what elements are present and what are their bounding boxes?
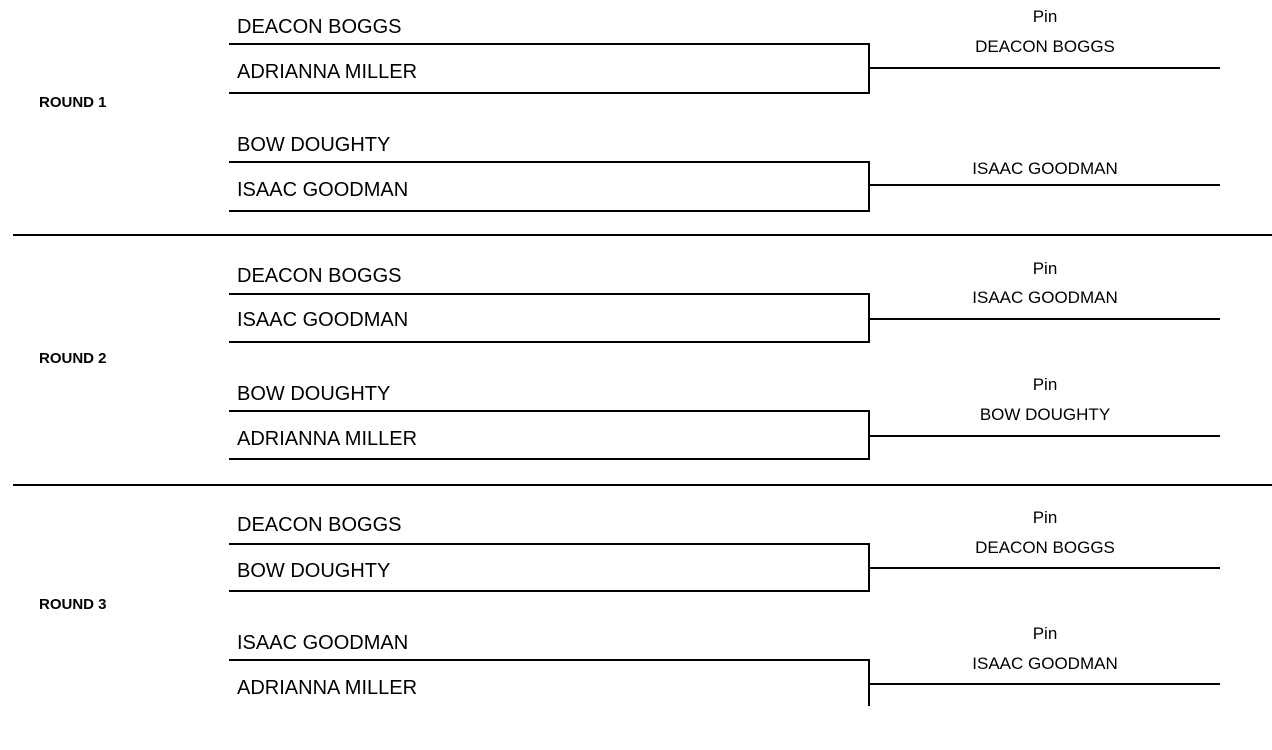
round-1	[0, 0, 1272, 250]
top-wrestler-line	[229, 659, 870, 661]
round-divider	[13, 484, 1272, 486]
win-method: Pin	[1032, 375, 1058, 394]
win-method: Pin	[1032, 508, 1058, 527]
round-2	[0, 250, 1272, 500]
bottom-wrestler-line	[229, 590, 870, 592]
round-3	[0, 500, 1272, 750]
top-wrestler: ISAAC GOODMAN	[237, 632, 409, 654]
bottom-wrestler-line	[229, 458, 870, 460]
winner-line	[868, 184, 1220, 186]
match-winner: ISAAC GOODMAN	[972, 288, 1118, 307]
winner-line	[868, 567, 1220, 569]
match-winner: DEACON BOGGS	[975, 37, 1115, 56]
bottom-wrestler-line	[229, 92, 870, 94]
winner-line	[868, 683, 1220, 685]
bottom-wrestler: ISAAC GOODMAN	[237, 179, 409, 201]
top-wrestler: DEACON BOGGS	[237, 16, 402, 38]
bottom-wrestler: ISAAC GOODMAN	[237, 309, 409, 331]
bottom-wrestler: ADRIANNA MILLER	[237, 428, 418, 450]
winner-line	[868, 435, 1220, 437]
bottom-wrestler: ADRIANNA MILLER	[237, 61, 418, 83]
bottom-wrestler-line	[229, 341, 870, 343]
bottom-wrestler: ADRIANNA MILLER	[237, 677, 418, 699]
bottom-wrestler: BOW DOUGHTY	[237, 560, 391, 582]
win-method: Pin	[1032, 624, 1058, 643]
match-winner: ISAAC GOODMAN	[972, 159, 1118, 178]
round-label: ROUND 2	[39, 350, 107, 367]
top-wrestler-line	[229, 293, 870, 295]
match-winner: BOW DOUGHTY	[979, 405, 1111, 424]
top-wrestler-line	[229, 161, 870, 163]
match-winner: DEACON BOGGS	[975, 538, 1115, 557]
top-wrestler: BOW DOUGHTY	[237, 383, 391, 405]
winner-line	[868, 318, 1220, 320]
bottom-wrestler-line	[229, 210, 870, 212]
round-label: ROUND 1	[39, 94, 107, 111]
top-wrestler-line	[229, 410, 870, 412]
round-label: ROUND 3	[39, 596, 107, 613]
winner-line	[868, 67, 1220, 69]
top-wrestler: DEACON BOGGS	[237, 265, 402, 287]
top-wrestler: BOW DOUGHTY	[237, 134, 391, 156]
top-wrestler-line	[229, 43, 870, 45]
round-divider	[13, 234, 1272, 236]
top-wrestler: DEACON BOGGS	[237, 514, 402, 536]
match-winner: ISAAC GOODMAN	[972, 654, 1118, 673]
win-method: Pin	[1032, 7, 1058, 26]
win-method: Pin	[1032, 259, 1058, 278]
top-wrestler-line	[229, 543, 870, 545]
